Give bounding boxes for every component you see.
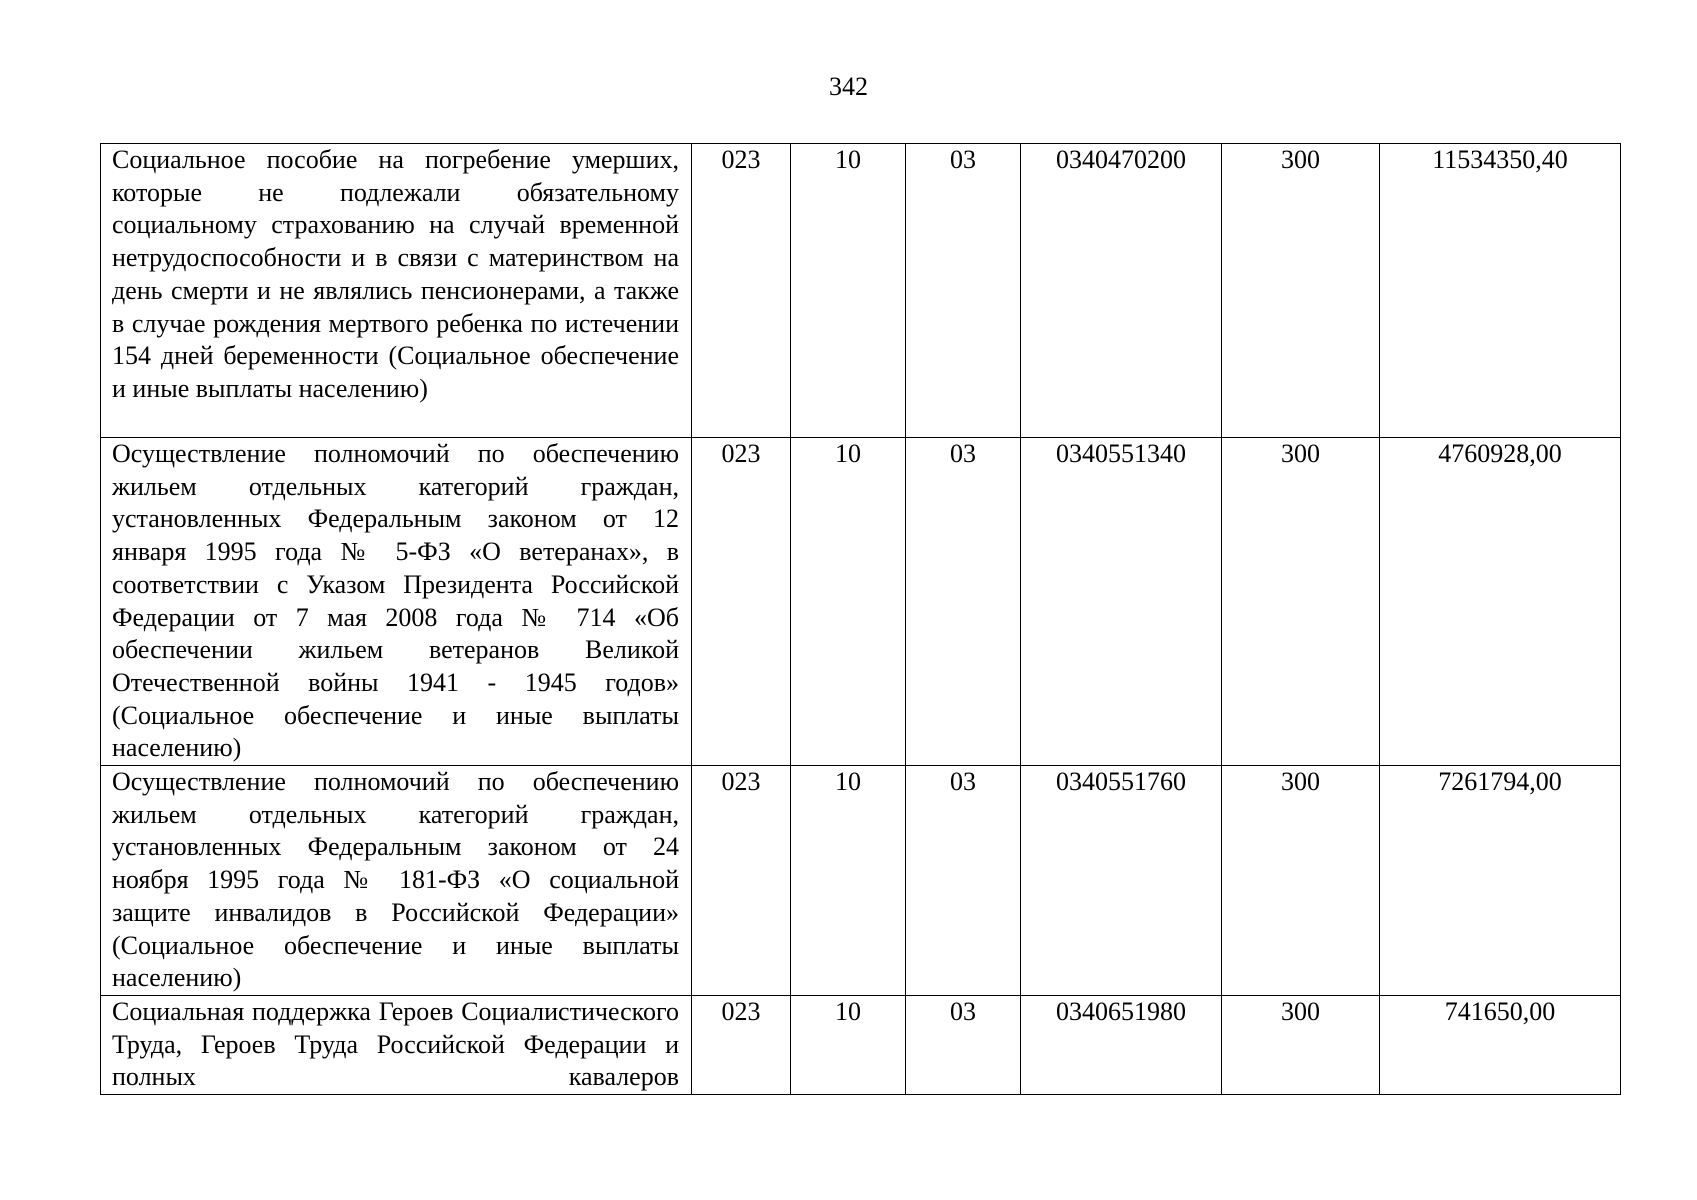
target-article-code: 0340651980 [1056, 996, 1186, 1026]
target-article-code: 0340551340 [1056, 439, 1186, 468]
section-code-cell [791, 766, 906, 996]
section-code: 10 [835, 996, 861, 1026]
table-row [101, 766, 1621, 996]
subsection-code-cell [906, 438, 1021, 766]
target-article-cell [1021, 766, 1222, 996]
ministry-code-cell [692, 438, 791, 766]
ministry-code: 023 [721, 767, 761, 797]
subsection-code: 03 [950, 996, 976, 1026]
amount-value: 4760928,00 [1438, 439, 1562, 468]
section-code-cell [791, 144, 906, 438]
target-article-code: 0340470200 [1056, 145, 1186, 174]
amount-cell [1380, 766, 1621, 996]
subsection-code-cell [906, 766, 1021, 996]
amount-cell [1380, 438, 1621, 766]
ministry-code: 023 [721, 996, 761, 1026]
expense-description-cell [101, 144, 692, 438]
ministry-code: 023 [721, 145, 761, 174]
section-code: 10 [835, 767, 861, 797]
expense-type-cell [1222, 766, 1380, 996]
expense-type-cell [1222, 144, 1380, 438]
expense-type-code: 300 [1281, 145, 1320, 174]
ministry-code: 023 [721, 439, 761, 468]
expense-type-cell [1222, 995, 1380, 1094]
section-code-cell [791, 995, 906, 1094]
ministry-code-cell [692, 766, 791, 996]
table-row [101, 438, 1621, 766]
table-row [101, 995, 1621, 1094]
expense-description: Осуществление полномочий по обеспечению жильем отдельных категорий граждан, установленных Федеральным законом от 12 января 1995 года № 5-ФЗ «О ветеранах», в соответствии с Указом Президента Российской Федерации от 7 мая 2008 года № 714 «Об обеспечении жильем ветеранов Великой Отечественной войны 1941 - 1945 годов» (Социальное обеспечение и иные выплаты населению) [112, 439, 679, 763]
subsection-code: 03 [950, 145, 976, 174]
expense-description-cell [101, 995, 692, 1094]
amount-cell [1380, 144, 1621, 438]
expense-description: Социальная поддержка Героев Социалистического Труда, Героев Труда Российской Федерации и полных кавалеров [112, 996, 679, 1092]
expense-type-code: 300 [1281, 996, 1320, 1026]
amount-value: 741650,00 [1444, 996, 1556, 1026]
target-article-cell [1021, 995, 1222, 1094]
expense-description-cell [101, 766, 692, 996]
expense-type-code: 300 [1281, 439, 1320, 468]
amount-cell [1380, 995, 1621, 1094]
amount-value: 11534350,40 [1432, 145, 1568, 174]
target-article-cell [1021, 144, 1222, 438]
target-article-code: 0340551760 [1056, 767, 1186, 797]
subsection-code: 03 [950, 439, 976, 468]
section-code-cell [791, 438, 906, 766]
section-code: 10 [835, 145, 861, 174]
expense-description: Социальное пособие на погребение умерших, которые не подлежали обязательному социальному страхованию на случай временной нетрудоспособности и в связи с материнством на день смерти и не являлись пенсионерами, а также в случае рождения мертвого ребенка по истечении 154 дней беременности (Социальное обеспечение и иные выплаты населению) [112, 145, 679, 403]
expense-description-cell [101, 438, 692, 766]
expense-type-code: 300 [1281, 767, 1320, 797]
budget-table [100, 143, 1621, 1095]
ministry-code-cell [692, 144, 791, 438]
subsection-code-cell [906, 995, 1021, 1094]
ministry-code-cell [692, 995, 791, 1094]
amount-value: 7261794,00 [1438, 767, 1562, 797]
subsection-code-cell [906, 144, 1021, 438]
table-row [101, 144, 1621, 438]
expense-description: Осуществление полномочий по обеспечению жильем отдельных категорий граждан, установленных Федеральным законом от 24 ноября 1995 года № 181-ФЗ «О социальной защите инвалидов в Российской Федерации» (Социальное обеспечение и иные выплаты населению) [112, 767, 679, 993]
expense-type-cell [1222, 438, 1380, 766]
page-number: 342 [829, 72, 868, 101]
section-code: 10 [835, 439, 861, 468]
subsection-code: 03 [950, 767, 976, 797]
target-article-cell [1021, 438, 1222, 766]
